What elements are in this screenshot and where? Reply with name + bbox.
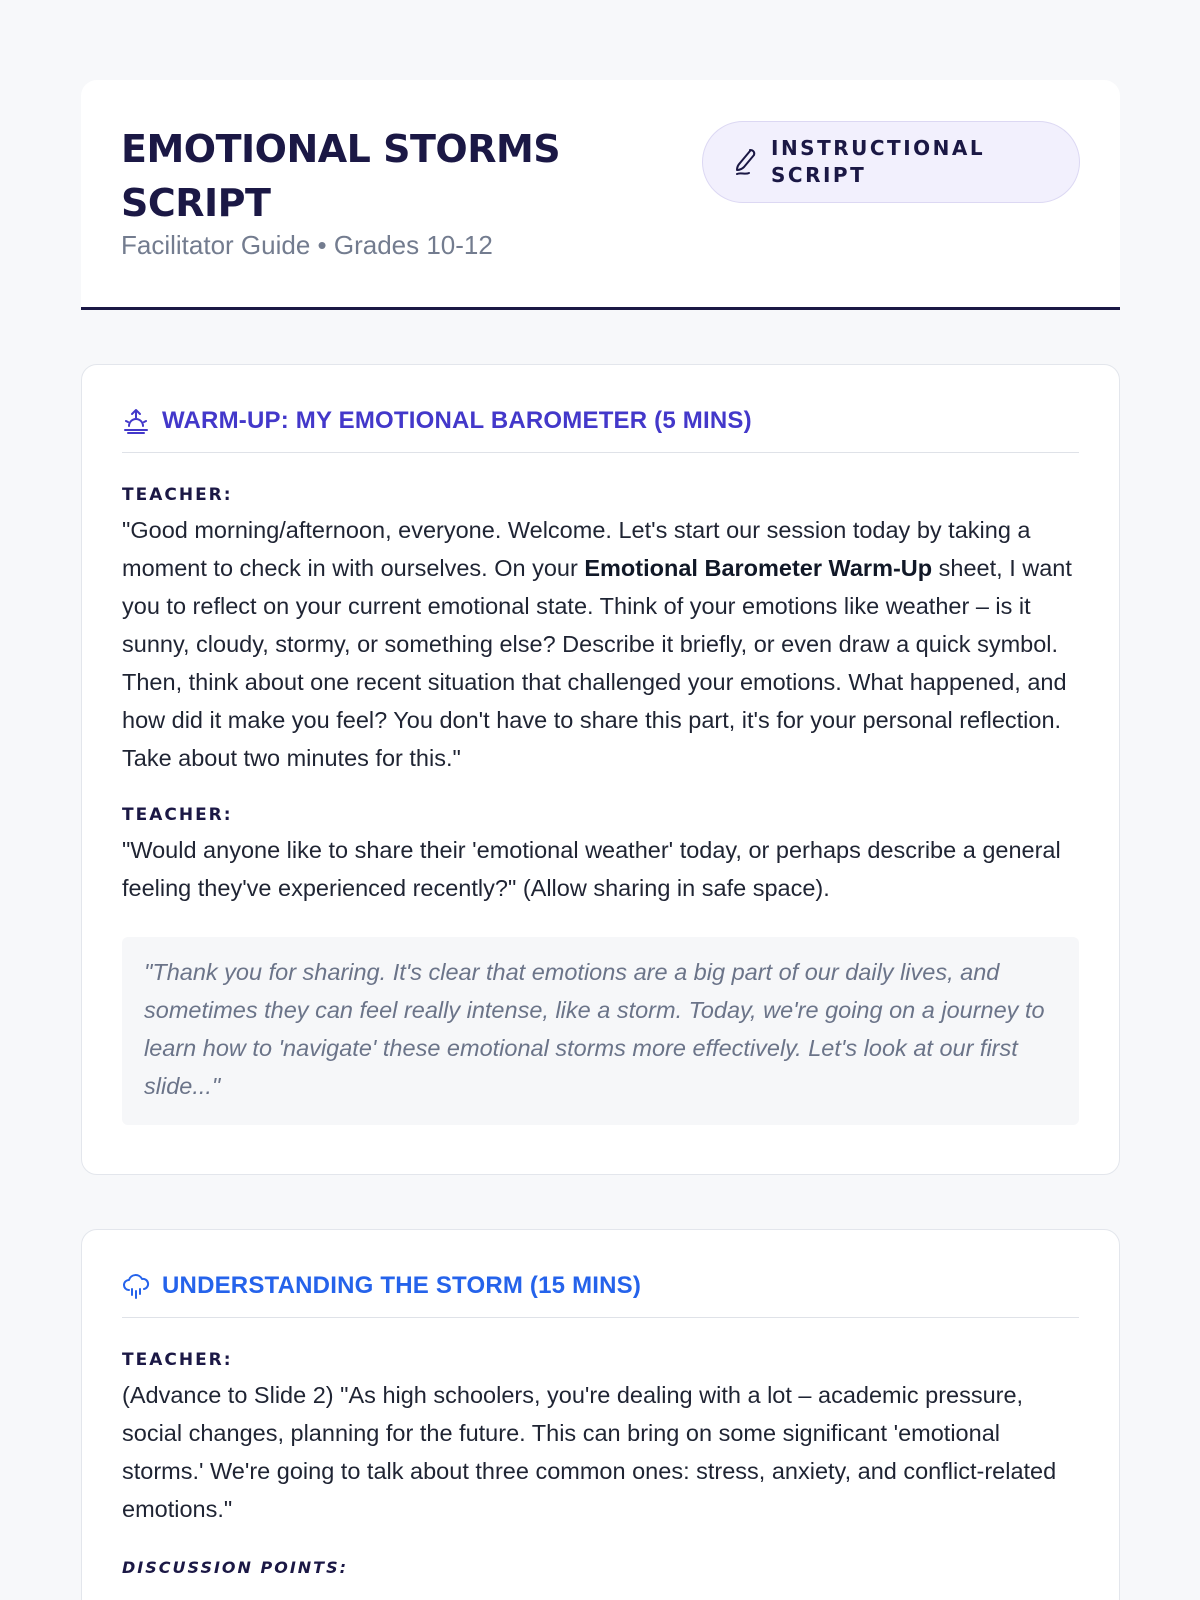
- teacher-speech: [122, 511, 1079, 777]
- teacher-quote: "Thank you for sharing. It's clear that emotions are a big part of our daily lives, and sometimes they can feel really intense, like a storm. Today, we're going on a journey to learn how to 'navigate' these emotional storms more effectively. Let's look at our first slide...": [122, 937, 1079, 1125]
- section-header: [122, 403, 1079, 453]
- section-title: UNDERSTANDING THE STORM (15 MINS): [162, 1271, 642, 1299]
- pen-icon: [733, 147, 759, 177]
- section-header: [122, 1268, 1079, 1318]
- section-title: WARM-UP: MY EMOTIONAL BAROMETER (5 MINS): [162, 406, 752, 434]
- instructional-script-badge: [702, 121, 1080, 203]
- page-subtitle: Facilitator Guide • Grades 10-12: [121, 230, 493, 260]
- speaker-label: TEACHER:: [122, 1350, 233, 1370]
- badge-label: INSTRUCTIONAL SCRIPT: [771, 136, 986, 187]
- speaker-label: TEACHER:: [122, 485, 233, 505]
- section-understanding-storm: [81, 1229, 1120, 1600]
- worksheet-name: Emotional Barometer Warm-Up: [584, 555, 933, 581]
- teacher-speech: "Would anyone like to share their 'emotional weather' today, or perhaps describe a general feeling they've experienced recently?" (Allow sharing in safe space).: [122, 837, 1061, 901]
- speaker-label: TEACHER:: [122, 805, 233, 825]
- section-warm-up: [81, 364, 1120, 1175]
- speech-text: "Good morning/afternoon, everyone. Welcome. Let's start our session today by taking a moment to check in with ourselves. On your: [122, 517, 1031, 581]
- speech-text: sheet, I want you to reflect on your current emotional state. Think of your emotions like weather – is it sunny, cloudy, stormy, or something else? Describe it briefly, or even draw a quick symbol. Then, think about one recent situation that challenged your emotions. What happened, and how did it make you feel? You don't have to share this part, it's for your personal reflection. Take about two minutes for this.": [122, 555, 1072, 771]
- document-header: [81, 80, 1120, 310]
- discussion-points-label: DISCUSSION POINTS:: [122, 1558, 348, 1577]
- teacher-speech: (Advance to Slide 2) "As high schoolers, you're dealing with a lot – academic pressure, social changes, planning for the future. This can bring on some significant 'emotional storms.' We're going to talk about three common ones: stress, anxiety, and conflict-related emotions.": [122, 1382, 1057, 1522]
- page-title: EMOTIONAL STORMS SCRIPT: [121, 127, 561, 225]
- sunrise-icon: [122, 407, 150, 435]
- storm-cloud-icon: [122, 1272, 150, 1300]
